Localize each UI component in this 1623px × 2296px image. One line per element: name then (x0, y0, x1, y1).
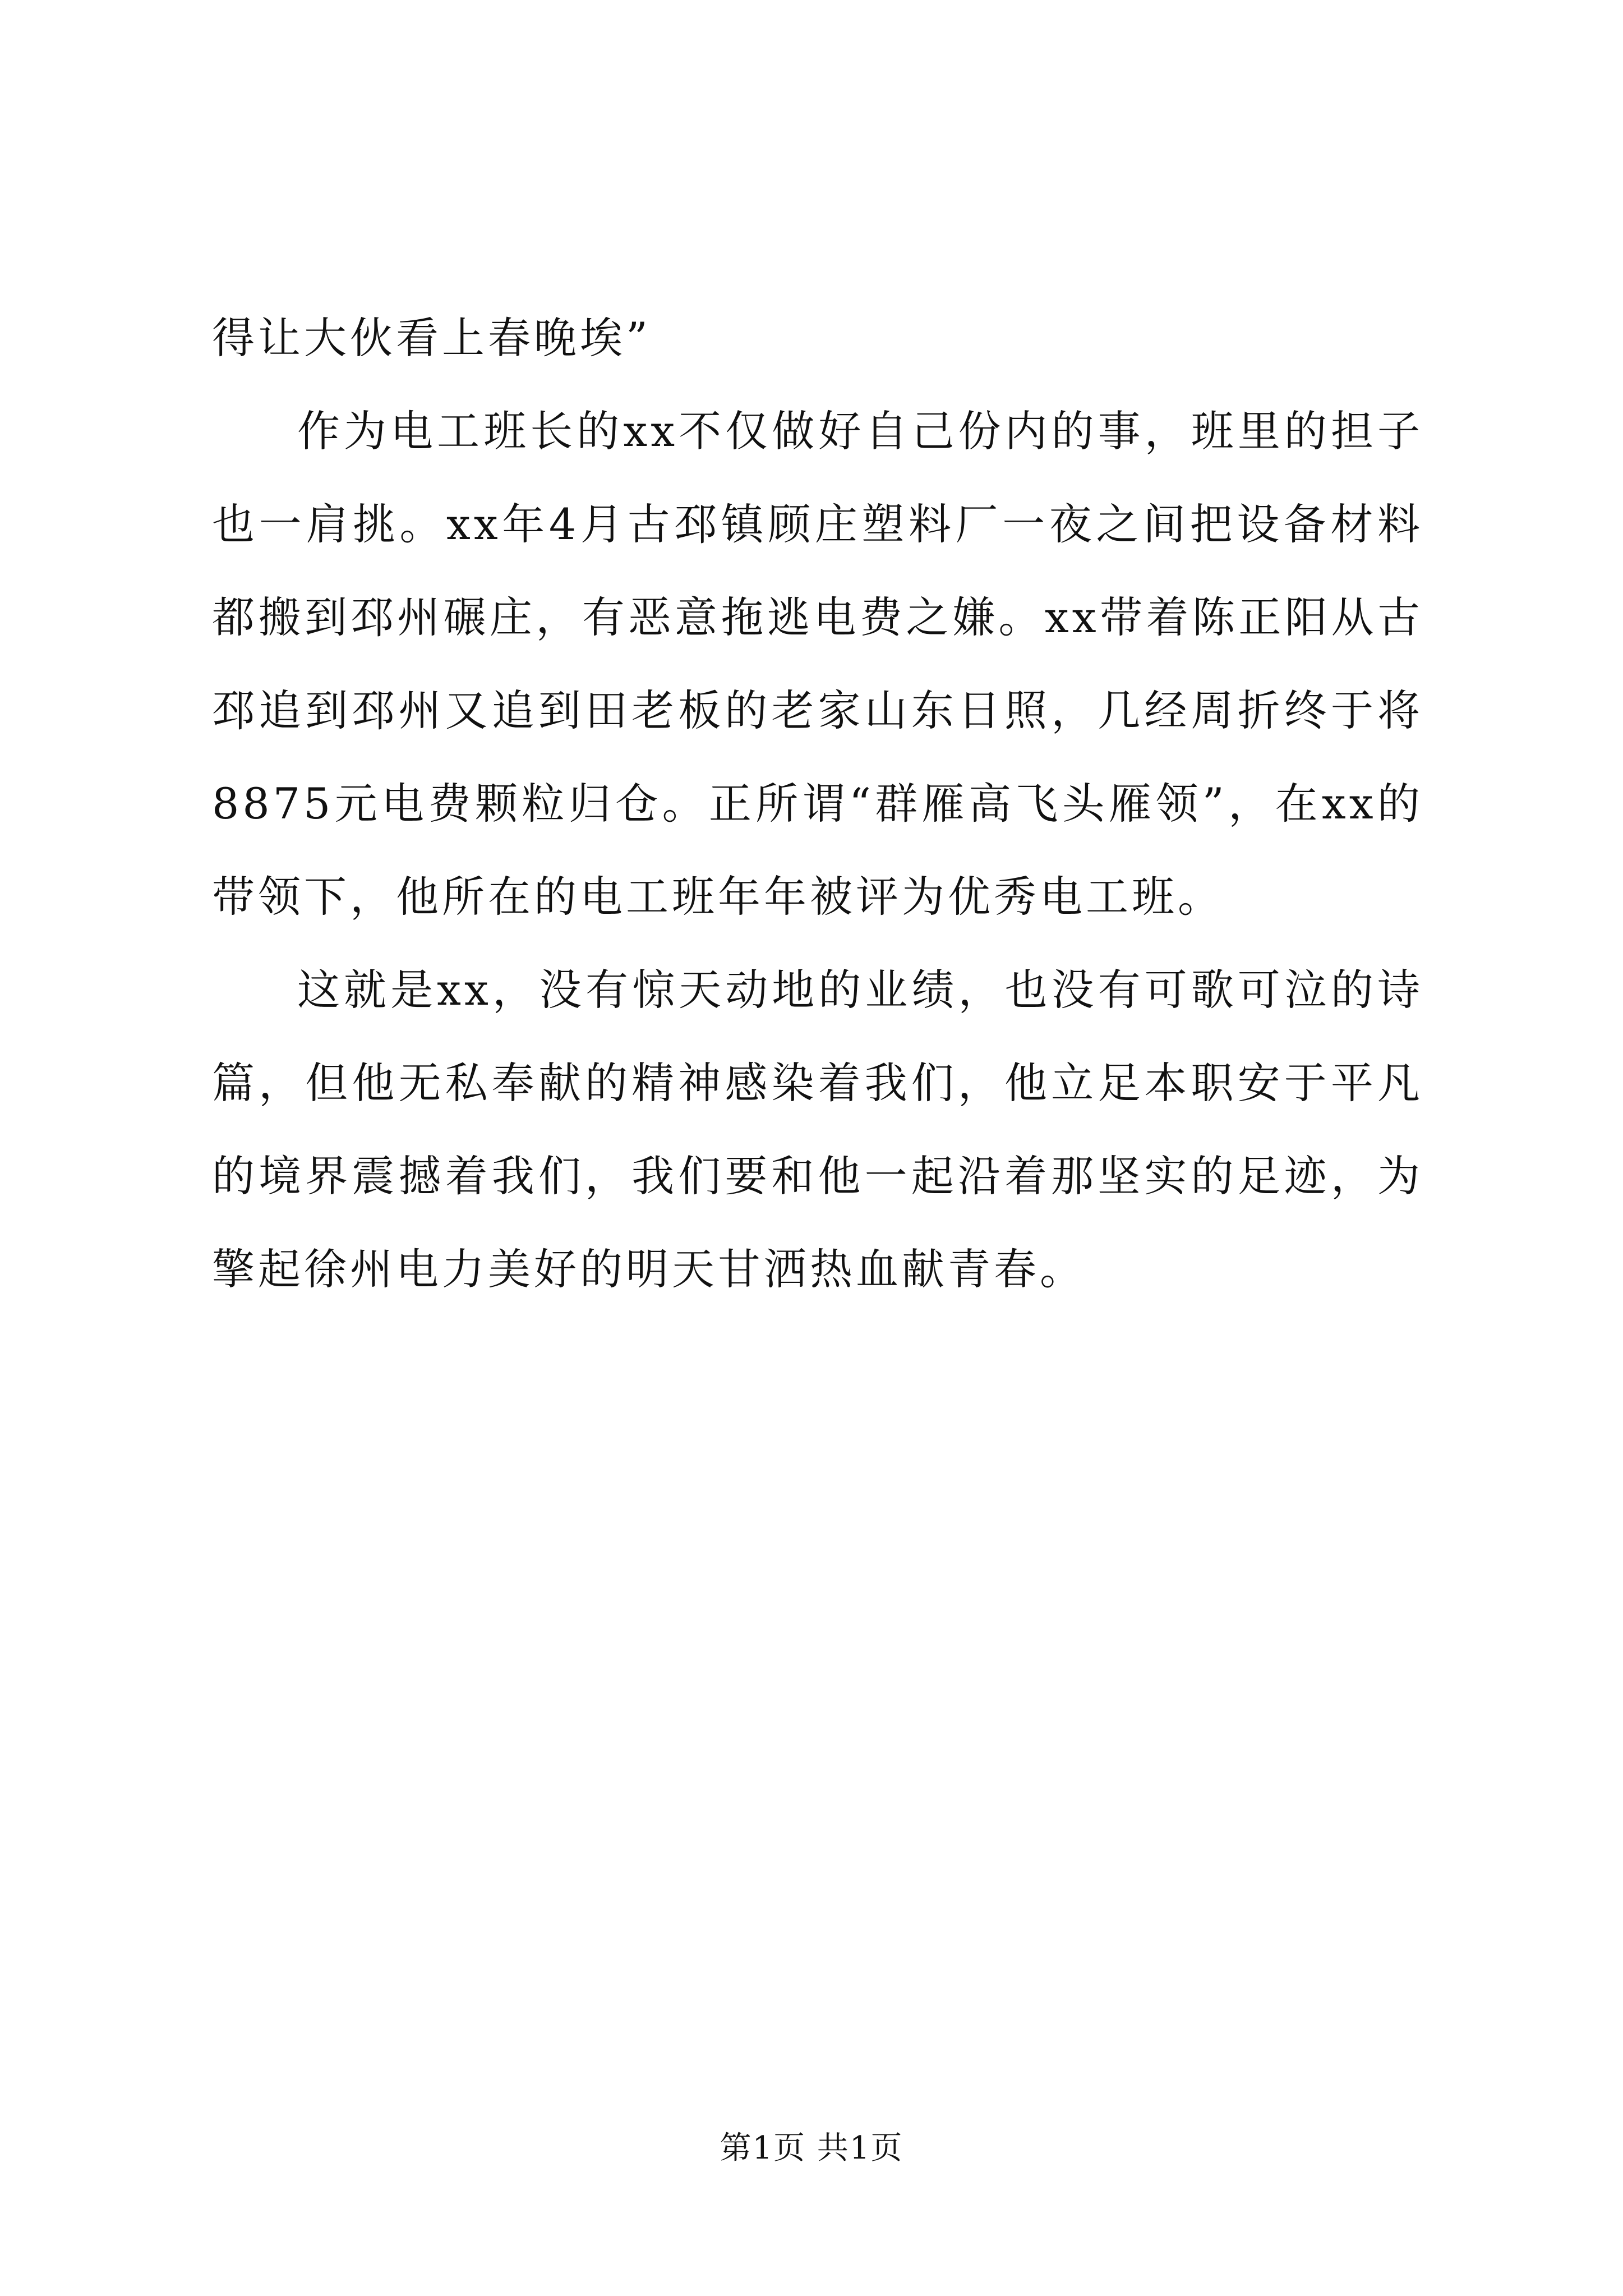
paragraph-electrician-leader: 作为电工班长的xx不仅做好自己份内的事，班里的担子也一肩挑。xx年4月古邳镇顾庄塑料厂一夜之间把设备材料都搬到邳州碾庄，有恶意拖逃电费之嫌。xx带着陈正阳从古邳追到邳州又追到田老板的老家山东日照，几经周折终于将8875元电费颗粒归仓。正所谓“群雁高飞头雁领”，在xx的带领下，他所在的电工班年年被评为优秀电工班。 (212, 406, 1423, 922)
document-body (212, 292, 1423, 1316)
page-number-footer: 第1页 共1页 (720, 2130, 903, 2166)
paragraph-conclusion: 这就是xx，没有惊天动地的业绩，也没有可歌可泣的诗篇，但他无私奉献的精神感染着我们，他立足本职安于平凡的境界震撼着我们，我们要和他一起沿着那坚实的足迹，为擎起徐州电力美好的明天甘洒热血献青春。 (212, 965, 1423, 1294)
paragraph-continuation: 得让大伙看上春晚埃” (212, 313, 651, 363)
